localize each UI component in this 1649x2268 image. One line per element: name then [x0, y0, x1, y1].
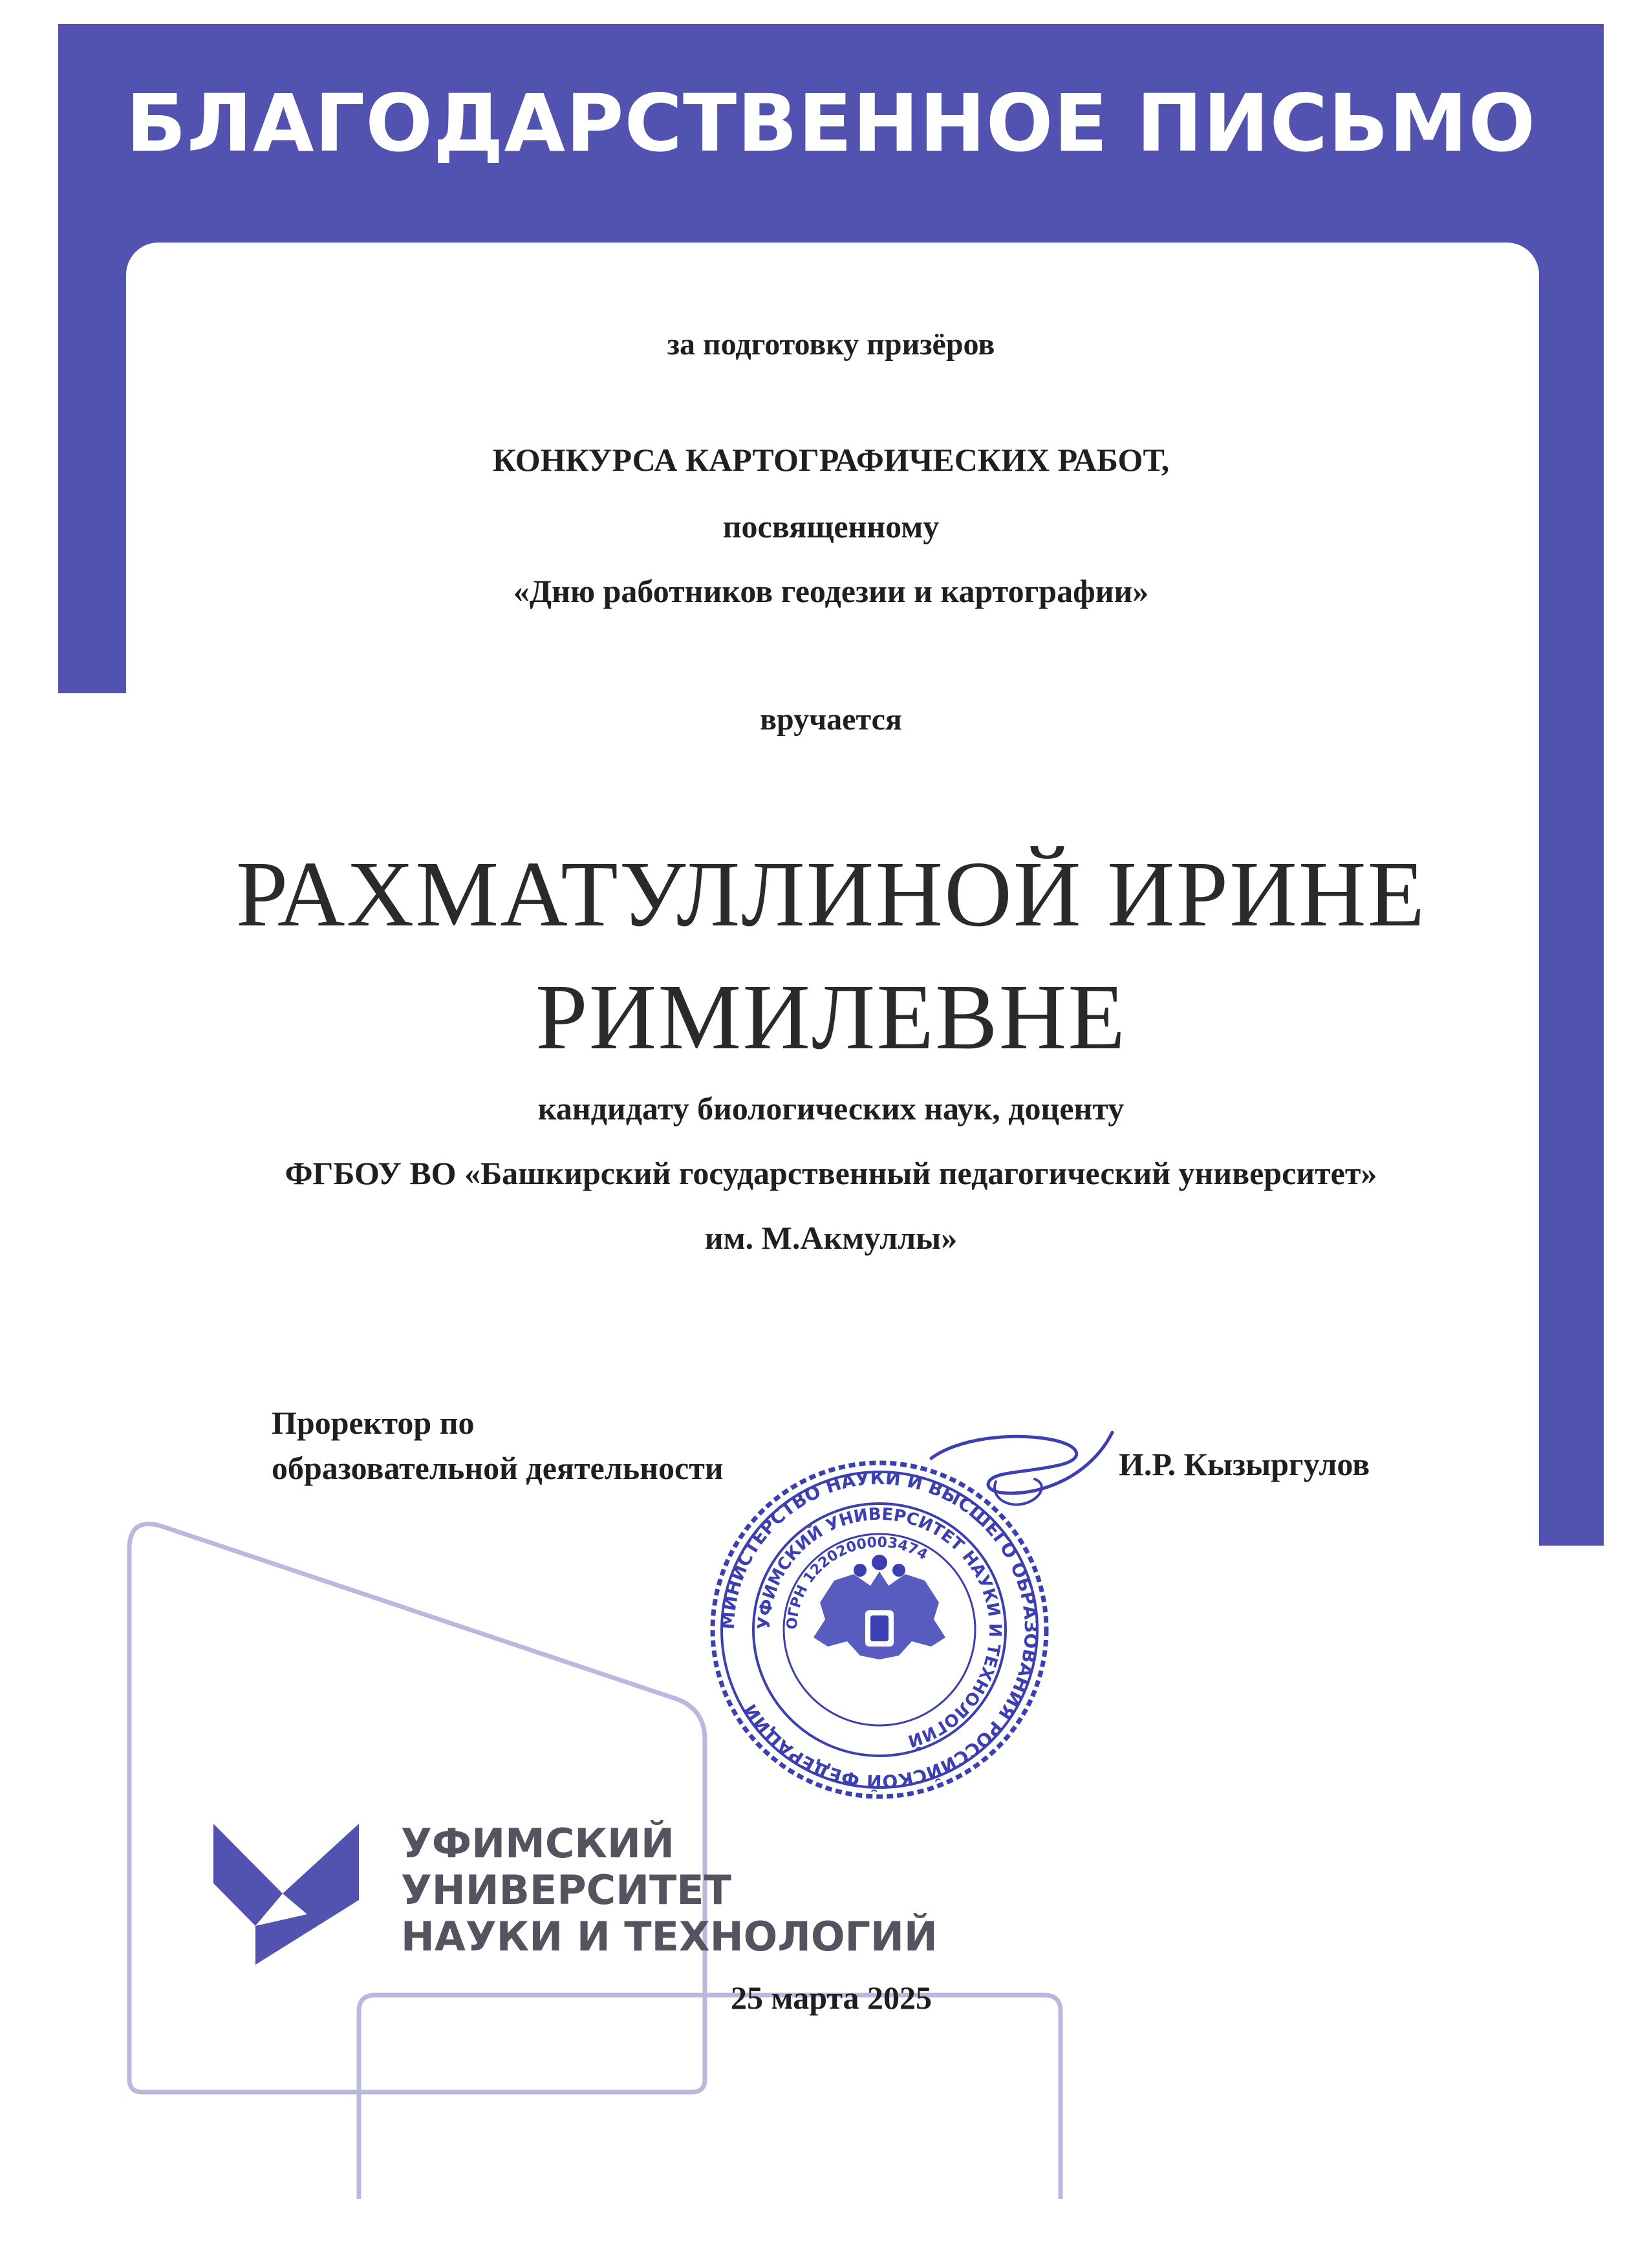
contest-occasion: «Дню работников геодезии и картографии»	[513, 573, 1149, 609]
document-title: БЛАГОДАРСТВЕННОЕ ПИСЬМО	[125, 78, 1536, 169]
contest-dedication: посвященному	[722, 508, 940, 545]
recipient-name-line2: РИМИЛЕВНЕ	[535, 966, 1126, 1069]
seal-inner-text: УФИМСКИЙ УНИВЕРСИТЕТ НАУКИ И ТЕХНОЛОГИЙ	[754, 1504, 1005, 1751]
seal-ogrn-text: ОГРН 1220200003474	[784, 1534, 931, 1630]
recipient-position: кандидату биологических наук, доценту	[537, 1090, 1125, 1127]
purpose-line: за подготовку призёров	[667, 327, 995, 362]
contest-name: КОНКУРСА КАРТОГРАФИЧЕСКИХ РАБОТ,	[492, 442, 1170, 478]
university-logo-icon	[210, 1824, 365, 1966]
logo-line2: УНИВЕРСИТЕТ	[401, 1866, 731, 1914]
university-logo-text	[401, 1820, 938, 1960]
signer-title	[272, 1400, 724, 1491]
recipient-organization-suffix: им. М.Акмуллы»	[704, 1220, 958, 1256]
logo-line1: УФИМСКИЙ	[401, 1820, 674, 1867]
signer-title-line2: образовательной деятельности	[272, 1450, 724, 1486]
double-headed-eagle-icon	[814, 1555, 945, 1659]
signer-name: И.Р. Кызыргулов	[1119, 1446, 1370, 1482]
awarded-label: вручается	[760, 702, 902, 737]
handwritten-signature	[918, 1420, 1125, 1517]
recipient-name-line1: РАХМАТУЛЛИНОЙ ИРИНЕ	[235, 843, 1427, 946]
seal-outer-text: МИНИСТЕРСТВО НАУКИ И ВЫСШЕГО ОБРАЗОВАНИЯ РОССИЙСКОЙ ФЕДЕРАЦИИ	[717, 1467, 1042, 1793]
recipient-organization: ФГБОУ ВО «Башкирский государственный педагогический университет»	[285, 1155, 1377, 1191]
signer-title-line1: Проректор по	[272, 1405, 475, 1441]
issue-date: 25 марта 2025	[731, 1980, 932, 2016]
logo-line3: НАУКИ И ТЕХНОЛОГИЙ	[401, 1913, 938, 1960]
